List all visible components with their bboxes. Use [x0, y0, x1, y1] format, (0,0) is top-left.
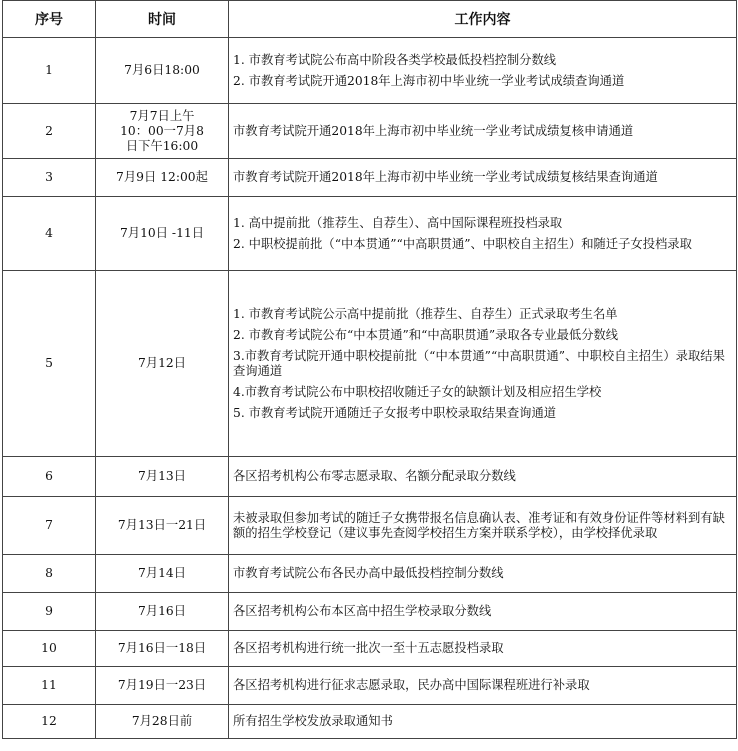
row-time: 7月6日18:00: [96, 38, 229, 104]
row-content: [229, 104, 737, 159]
content-item: 1. 市教育考试院公布高中阶段各类学校最低投档控制分数线: [233, 52, 557, 67]
row-num: 9: [3, 593, 96, 631]
row-content: [229, 197, 737, 271]
content-item: 所有招生学校发放录取通知书: [233, 714, 393, 728]
row-content: [229, 593, 737, 631]
content-item: 2. 市教育考试院开通2018年上海市初中毕业统一学业考试成绩查询通道: [233, 73, 625, 88]
row-num: 12: [3, 705, 96, 739]
row-time: 7月16日一18日: [96, 631, 229, 667]
content-item: 2. 市教育考试院公布“中本贯通”和“中高职贯通”录取各专业最低分数线: [233, 327, 619, 342]
content-item: 4.市教育考试院公布中职校招收随迁子女的缺额计划及相应招生学校: [233, 384, 602, 399]
row-time: 7月9日 12:00起: [96, 159, 229, 197]
time-line: 10：00一7月8: [120, 123, 204, 138]
row-time: 7月12日: [96, 271, 229, 457]
row-content: [229, 705, 737, 739]
row-time: 7月13日: [96, 457, 229, 497]
table-row: [3, 197, 737, 271]
row-content: [229, 271, 737, 457]
header-time: 时间: [96, 1, 229, 38]
row-time: 7月13日一21日: [96, 497, 229, 555]
row-num: 11: [3, 667, 96, 705]
row-num: 2: [3, 104, 96, 159]
time-line: 7月7日上午: [129, 108, 195, 123]
row-time: 7月28日前: [96, 705, 229, 739]
content-item: 市教育考试院公布各民办高中最低投档控制分数线: [233, 566, 504, 580]
table-row: [3, 593, 737, 631]
row-content: [229, 38, 737, 104]
row-time: 7月16日: [96, 593, 229, 631]
content-item: 2. 中职校提前批（“中本贯通”“中高职贯通”、中职校自主招生）和随迁子女投档录取: [233, 236, 692, 251]
table-row: [3, 497, 737, 555]
header-row: [3, 1, 737, 38]
row-content: [229, 497, 737, 555]
content-item: 3.市教育考试院开通中职校提前批（“中本贯通”“中高职贯通”、中职校自主招生）录取结果查询通道: [233, 348, 725, 378]
time-line: 日下午16:00: [125, 138, 199, 153]
content-item: 各区招考机构进行统一批次一至十五志愿投档录取: [233, 641, 504, 655]
header-content: 工作内容: [229, 1, 737, 38]
content-item: 5. 市教育考试院开通随迁子女报考中职校录取结果查询通道: [233, 405, 557, 420]
content-item: 市教育考试院开通2018年上海市初中毕业统一学业考试成绩复核结果查询通道: [233, 170, 658, 184]
row-time: 7月19日一23日: [96, 667, 229, 705]
row-content: [229, 667, 737, 705]
table-row: [3, 457, 737, 497]
content-item: 各区招考机构公布本区高中招生学校录取分数线: [233, 604, 492, 618]
table-row: [3, 705, 737, 739]
table-row: [3, 271, 737, 457]
table-row: [3, 555, 737, 593]
table-row: [3, 104, 737, 159]
table-row: [3, 38, 737, 104]
table-row: [3, 159, 737, 197]
row-num: 7: [3, 497, 96, 555]
row-num: 6: [3, 457, 96, 497]
row-content: [229, 555, 737, 593]
content-item: 1. 高中提前批（推荐生、自荐生）、高中国际课程班投档录取: [233, 215, 563, 230]
header-num: 序号: [3, 1, 96, 38]
content-item: 市教育考试院开通2018年上海市初中毕业统一学业考试成绩复核申请通道: [233, 123, 634, 138]
row-num: 10: [3, 631, 96, 667]
content-item: 各区招考机构进行征求志愿录取，民办高中国际课程班进行补录取: [233, 678, 590, 692]
row-content: [229, 457, 737, 497]
row-content: [229, 631, 737, 667]
row-time: 7月10日 -11日: [96, 197, 229, 271]
admission-schedule-table: [2, 0, 737, 739]
row-num: 5: [3, 271, 96, 457]
table-row: [3, 631, 737, 667]
row-time: 7月14日: [96, 555, 229, 593]
row-num: 8: [3, 555, 96, 593]
content-item: 1. 市教育考试院公示高中提前批（推荐生、自荐生）正式录取考生名单: [233, 306, 618, 321]
row-num: 4: [3, 197, 96, 271]
row-num: 3: [3, 159, 96, 197]
table-row: [3, 667, 737, 705]
row-time: [96, 104, 229, 159]
content-item: 未被录取但参加考试的随迁子女携带报名信息确认表、准考证和有效身份证件等材料到有缺额的招生学校登记（建议事先查阅学校招生方案并联系学校），由学校择优录取: [233, 510, 725, 540]
row-content: [229, 159, 737, 197]
row-num: 1: [3, 38, 96, 104]
content-item: 各区招考机构公布零志愿录取、名额分配录取分数线: [233, 469, 516, 483]
